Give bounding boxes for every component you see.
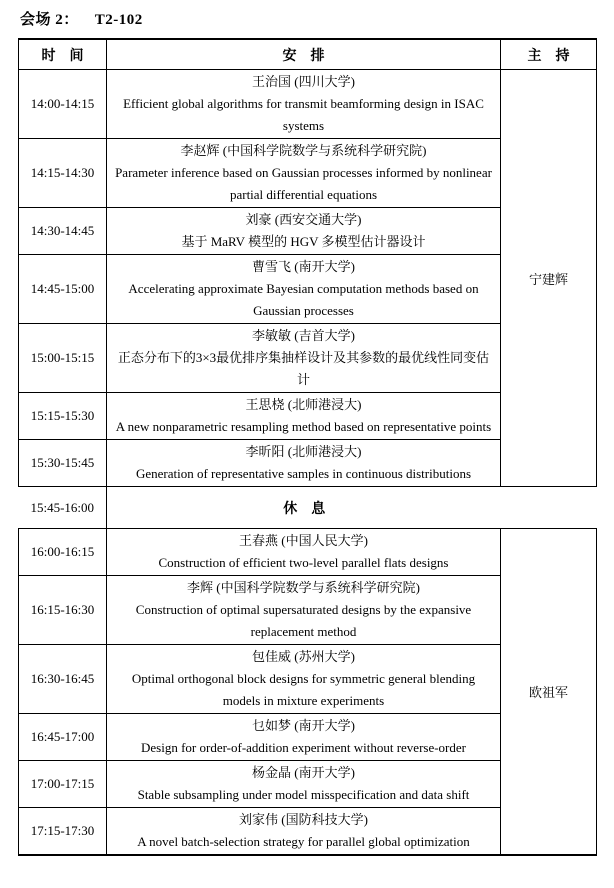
talk-title: Stable subsampling under model misspecification and data shift — [137, 787, 470, 802]
session-chair: 宁建辉 — [501, 70, 597, 487]
talk-speaker: 王治国 (四川大学) — [252, 74, 355, 89]
talk-title: Accelerating approximate Bayesian computation methods based on Gaussian processes — [128, 281, 479, 318]
conference-program-page — [0, 8, 614, 888]
schedule-table — [18, 38, 597, 856]
talk-time: 15:00-15:15 — [19, 324, 107, 393]
talk-speaker: 李辉 (中国科学院数学与系统科学研究院) — [187, 580, 420, 595]
talk-title: A novel batch-selection strategy for parallel global optimization — [137, 834, 470, 849]
header-schedule: 安 排 — [107, 39, 501, 70]
page-title — [20, 8, 614, 29]
talk-time: 16:45-17:00 — [19, 714, 107, 761]
talk-row — [19, 529, 597, 576]
header-time: 时 间 — [19, 39, 107, 70]
talk-cell — [107, 645, 501, 714]
talk-time: 15:30-15:45 — [19, 440, 107, 487]
talk-speaker: 李赵辉 (中国科学院数学与系统科学研究院) — [180, 143, 427, 158]
talk-row — [19, 70, 597, 139]
talk-title: A new nonparametric resampling method based on representative points — [115, 419, 492, 434]
talk-title: Optimal orthogonal block designs for symmetric general blending models in mixture experiments — [131, 671, 476, 708]
talk-cell — [107, 393, 501, 440]
talk-title: Efficient global algorithms for transmit beamforming design in ISAC systems — [123, 96, 484, 133]
talk-cell — [107, 529, 501, 576]
talk-speaker: 李昕阳 (北师港浸大) — [245, 444, 362, 459]
talk-cell — [107, 761, 501, 808]
talk-title: Design for order-of-addition experiment without reverse-order — [141, 740, 466, 755]
talk-cell — [107, 255, 501, 324]
header-row — [19, 39, 597, 70]
talk-time: 14:45-15:00 — [19, 255, 107, 324]
talk-speaker: 刘豪 (西安交通大学) — [245, 212, 362, 227]
talk-cell — [107, 70, 501, 139]
talk-speaker: 刘家伟 (国防科技大学) — [239, 812, 368, 827]
venue-label: 会场 2： — [20, 12, 79, 28]
talk-title: Generation of representative samples in continuous distributions — [135, 466, 472, 481]
break-label: 休 息 — [107, 487, 597, 529]
talk-time: 16:00-16:15 — [19, 529, 107, 576]
talk-time: 17:00-17:15 — [19, 761, 107, 808]
break-time: 15:45-16:00 — [19, 487, 107, 529]
talk-title: Construction of optimal supersaturated designs by the expansive replacement method — [135, 602, 472, 639]
talk-title: 正态分布下的3×3最优排序集抽样设计及其参数的最优线性同变估计 — [117, 350, 490, 387]
talk-cell — [107, 324, 501, 393]
talk-cell — [107, 714, 501, 761]
talk-time: 16:15-16:30 — [19, 576, 107, 645]
talk-speaker: 李敏敏 (吉首大学) — [252, 328, 355, 343]
talk-cell — [107, 808, 501, 856]
talk-speaker: 杨金晶 (南开大学) — [252, 765, 355, 780]
talk-time: 14:30-14:45 — [19, 208, 107, 255]
talk-title: 基于 MaRV 模型的 HGV 多模型估计器设计 — [181, 234, 426, 249]
talk-title: Parameter inference based on Gaussian processes informed by nonlinear partial differential equations — [115, 165, 492, 202]
session-chair: 欧祖军 — [501, 529, 597, 856]
talk-time: 16:30-16:45 — [19, 645, 107, 714]
talk-time: 14:00-14:15 — [19, 70, 107, 139]
venue-room: T2-102 — [94, 12, 143, 28]
header-chair: 主 持 — [501, 39, 597, 70]
talk-cell — [107, 208, 501, 255]
break-row — [19, 487, 597, 529]
talk-speaker: 乜如梦 (南开大学) — [252, 718, 355, 733]
schedule-body — [19, 70, 597, 856]
talk-time: 14:15-14:30 — [19, 139, 107, 208]
talk-cell — [107, 440, 501, 487]
talk-speaker: 王春燕 (中国人民大学) — [239, 533, 368, 548]
talk-speaker: 曹雪飞 (南开大学) — [252, 259, 355, 274]
talk-time: 17:15-17:30 — [19, 808, 107, 856]
talk-speaker: 王思桡 (北师港浸大) — [245, 397, 362, 412]
talk-time: 15:15-15:30 — [19, 393, 107, 440]
talk-cell — [107, 576, 501, 645]
talk-speaker: 包佳威 (苏州大学) — [252, 649, 355, 664]
talk-cell — [107, 139, 501, 208]
talk-title: Construction of efficient two-level parallel flats designs — [158, 555, 449, 570]
